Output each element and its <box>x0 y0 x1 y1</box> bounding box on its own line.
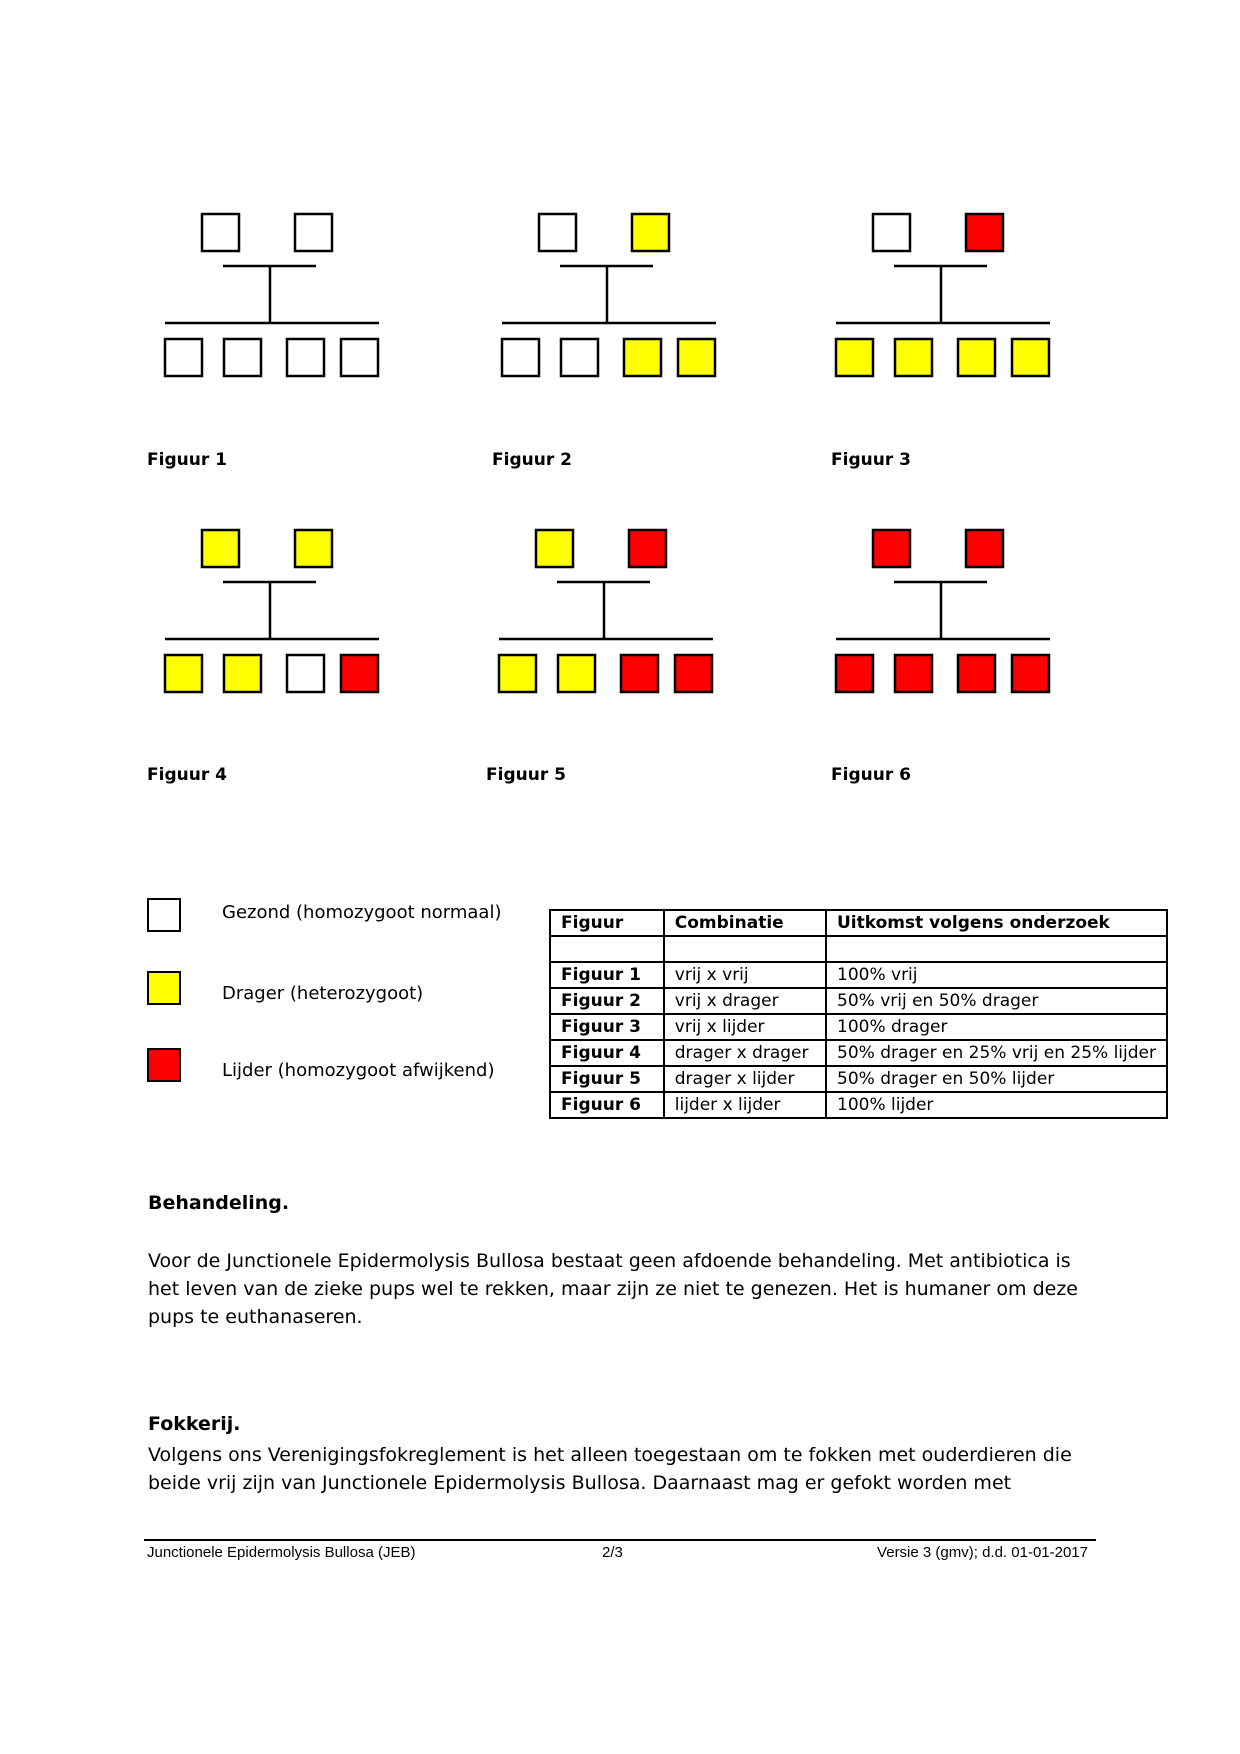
pup-2-square <box>224 655 261 692</box>
table-row <box>550 1066 1167 1092</box>
table-cell-uitkomst: 100% vrij <box>826 962 1167 988</box>
pup-1-square <box>165 339 202 376</box>
legend-label-carrier: Drager (heterozygoot) <box>222 983 424 1004</box>
results-table <box>549 909 1168 1119</box>
paragraph-behandeling: Voor de Junctionele Epidermolysis Bullosa bestaat geen afdoende behandeling. Met antibiotica is het leven van de zieke pups wel te rekken, maar zijn ze niet te genezen. Het is humaner om deze pups te euthanaseren. <box>148 1250 1078 1328</box>
table-header-figuur: Figuur <box>550 910 664 936</box>
table-cell-figuur: Figuur 1 <box>550 962 664 988</box>
parent-1-square <box>873 530 910 567</box>
pup-4-square <box>1012 339 1049 376</box>
legend-label-affected: Lijder (homozygoot afwijkend) <box>222 1060 495 1081</box>
table-cell-combinatie: drager x lijder <box>664 1066 826 1092</box>
footer-version: Versie 3 (gmv); d.d. 01-01-2017 <box>877 1544 1088 1561</box>
pup-3-square <box>621 655 658 692</box>
pedigree-figure-1 <box>163 212 403 382</box>
parent-2-square <box>632 214 669 251</box>
section-title-fokkerij: Fokkerij. <box>148 1413 241 1435</box>
pup-1-square <box>836 339 873 376</box>
table-cell-uitkomst: 100% drager <box>826 1014 1167 1040</box>
table-empty-row <box>550 936 1167 962</box>
table-cell-combinatie: vrij x vrij <box>664 962 826 988</box>
table-row <box>550 1040 1167 1066</box>
footer-document-title: Junctionele Epidermolysis Bullosa (JEB) <box>147 1544 416 1561</box>
table-cell-combinatie: vrij x lijder <box>664 1014 826 1040</box>
table-cell-uitkomst: 50% vrij en 50% drager <box>826 988 1167 1014</box>
table-cell <box>826 936 1167 962</box>
pup-3-square <box>287 655 324 692</box>
parent-1-square <box>202 214 239 251</box>
pup-3-square <box>287 339 324 376</box>
figure-caption-1: Figuur 1 <box>147 450 227 470</box>
table-header-uitkomst: Uitkomst volgens onderzoek <box>826 910 1167 936</box>
pup-3-square <box>624 339 661 376</box>
table-cell-figuur: Figuur 6 <box>550 1092 664 1118</box>
table-cell-combinatie: lijder x lijder <box>664 1092 826 1118</box>
parent-2-square <box>966 214 1003 251</box>
pup-2-square <box>895 655 932 692</box>
table-cell-uitkomst: 100% lijder <box>826 1092 1167 1118</box>
figure-caption-6: Figuur 6 <box>831 765 911 785</box>
parent-2-square <box>295 530 332 567</box>
footer-divider <box>144 1539 1096 1541</box>
pup-1-square <box>836 655 873 692</box>
figure-caption-2: Figuur 2 <box>492 450 572 470</box>
section-title-behandeling: Behandeling. <box>148 1192 290 1214</box>
pup-4-square <box>1012 655 1049 692</box>
pedigree-figure-4 <box>163 528 403 698</box>
figure-caption-5: Figuur 5 <box>486 765 566 785</box>
table-cell-figuur: Figuur 2 <box>550 988 664 1014</box>
parent-2-square <box>966 530 1003 567</box>
pedigree-figure-6 <box>834 528 1074 698</box>
pup-1-square <box>165 655 202 692</box>
table-cell-figuur: Figuur 5 <box>550 1066 664 1092</box>
table-row <box>550 962 1167 988</box>
pup-3-square <box>958 655 995 692</box>
table-header-row <box>550 910 1167 936</box>
table-cell <box>550 936 664 962</box>
table-row <box>550 1014 1167 1040</box>
table-row <box>550 988 1167 1014</box>
table-cell-figuur: Figuur 4 <box>550 1040 664 1066</box>
parent-1-square <box>873 214 910 251</box>
pup-2-square <box>895 339 932 376</box>
legend-swatch-carrier <box>147 971 181 1005</box>
legend-swatch-healthy <box>147 898 181 932</box>
figure-caption-4: Figuur 4 <box>147 765 227 785</box>
parent-1-square <box>539 214 576 251</box>
parent-2-square <box>629 530 666 567</box>
pup-1-square <box>499 655 536 692</box>
pup-1-square <box>502 339 539 376</box>
table-header-combinatie: Combinatie <box>664 910 826 936</box>
pup-4-square <box>678 339 715 376</box>
parent-1-square <box>536 530 573 567</box>
table-row <box>550 1092 1167 1118</box>
table-cell-uitkomst: 50% drager en 50% lijder <box>826 1066 1167 1092</box>
pedigree-figure-5 <box>497 528 737 698</box>
table-cell-figuur: Figuur 3 <box>550 1014 664 1040</box>
footer-page-number: 2/3 <box>602 1544 623 1561</box>
pedigree-figure-2 <box>500 212 740 382</box>
figure-caption-3: Figuur 3 <box>831 450 911 470</box>
pup-3-square <box>958 339 995 376</box>
table-cell-uitkomst: 50% drager en 25% vrij en 25% lijder <box>826 1040 1167 1066</box>
legend-swatch-affected <box>147 1048 181 1082</box>
parent-1-square <box>202 530 239 567</box>
pup-4-square <box>675 655 712 692</box>
pup-2-square <box>558 655 595 692</box>
pedigree-figure-3 <box>834 212 1074 382</box>
legend-label-healthy: Gezond (homozygoot normaal) <box>222 902 502 923</box>
table-cell <box>664 936 826 962</box>
table-cell-combinatie: drager x drager <box>664 1040 826 1066</box>
pup-4-square <box>341 655 378 692</box>
paragraph-fokkerij: Volgens ons Verenigingsfokreglement is het alleen toegestaan om te fokken met ouderdieren die beide vrij zijn van Junctionele Epidermolysis Bullosa. Daarnaast mag er gefokt worden met <box>148 1444 1072 1494</box>
pup-2-square <box>561 339 598 376</box>
table-cell-combinatie: vrij x drager <box>664 988 826 1014</box>
pup-2-square <box>224 339 261 376</box>
pup-4-square <box>341 339 378 376</box>
parent-2-square <box>295 214 332 251</box>
